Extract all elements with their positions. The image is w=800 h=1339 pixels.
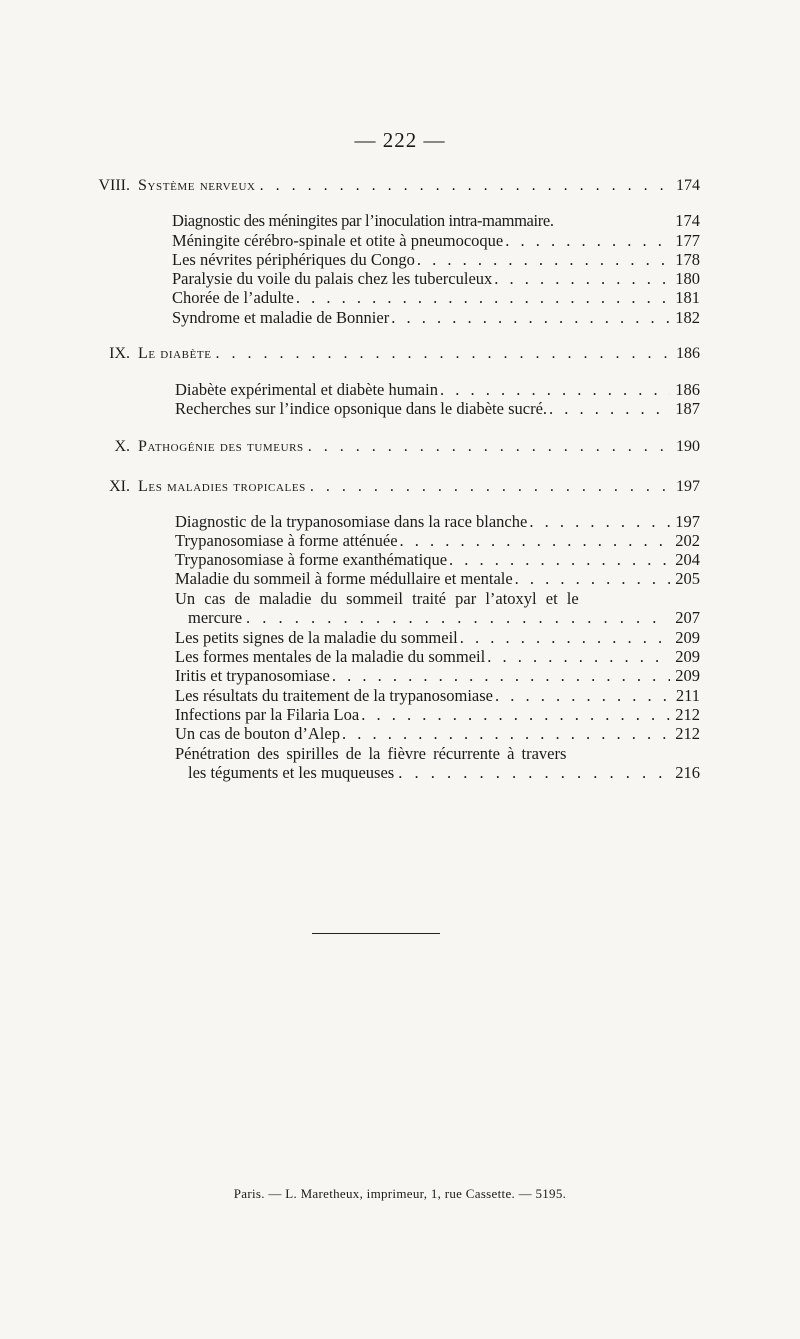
entry-title-continued: les téguments et les muqueuses: [188, 763, 395, 782]
closing-rule: [312, 933, 440, 934]
leader-dots: [361, 705, 670, 724]
toc-entry: [172, 288, 700, 307]
leader-dots: [391, 308, 670, 327]
entry-title: Pénétration des spirilles de la fièvre récurrente à travers: [175, 744, 567, 763]
section-number: XI.: [109, 478, 130, 495]
toc-entry: [175, 399, 700, 418]
entry-title: Infections par la Filaria Loa: [175, 705, 360, 724]
toc-entry: [172, 308, 700, 327]
leader-dots: [495, 686, 670, 705]
entry-title: Les petits signes de la maladie du sommeil: [175, 628, 458, 647]
section-number: X.: [114, 438, 130, 455]
entry-title: Les résultats du traitement de la trypanosomiase: [175, 686, 493, 705]
toc-entry: [175, 647, 700, 666]
entry-page: 207: [675, 608, 700, 627]
toc-section-xi: [70, 478, 700, 500]
leader-dots: [505, 231, 670, 250]
leader-dots: [332, 666, 670, 685]
entry-title-continued: mercure: [188, 608, 243, 627]
leader-dots: [494, 269, 670, 288]
entry-title: Recherches sur l’indice opsonique dans le diabète sucré.: [175, 399, 548, 418]
leader-dots: [529, 512, 670, 531]
entry-title: Diagnostic de la trypanosomiase dans la race blanche: [175, 512, 528, 531]
leader-dots: [398, 763, 668, 782]
section-title: Le diabète: [138, 345, 212, 362]
leader-dots: [246, 608, 668, 627]
toc-entry: [175, 705, 700, 724]
entry-title: Chorée de l’adulte: [172, 288, 294, 307]
entry-page: 205: [675, 569, 700, 588]
leader-dots: [216, 345, 668, 363]
entry-title: Diagnostic des méningites par l’inoculation intra-mammaire.: [172, 211, 554, 230]
section-title: Système nerveux: [138, 177, 256, 194]
toc-entry: [175, 550, 700, 569]
section-page: 197: [676, 478, 700, 495]
leader-dots: [310, 478, 668, 496]
leader-dots: [296, 288, 670, 307]
toc-entry: [175, 569, 700, 588]
leader-dots: [549, 399, 670, 418]
leader-dots: [260, 177, 668, 195]
entry-title: Un cas de bouton d’Alep: [175, 724, 340, 743]
toc-entry-continuation: [188, 608, 700, 627]
entry-page: 186: [675, 380, 700, 399]
entry-page: 178: [675, 250, 700, 269]
toc-entry: [175, 512, 700, 531]
toc-section-x: [70, 438, 700, 460]
leader-dots: [440, 380, 670, 399]
leader-dots: [487, 647, 670, 666]
section-number: IX.: [109, 345, 130, 362]
entry-page: 177: [675, 231, 700, 250]
toc-entry-multiline: [175, 744, 685, 763]
entry-title: Méningite cérébro-spinale et otite à pneumocoque: [172, 231, 504, 250]
entry-title: Trypanosomiase à forme exanthématique: [175, 550, 448, 569]
entry-page: 197: [675, 512, 700, 531]
toc-entry: [172, 231, 700, 250]
leader-dots: [449, 550, 670, 569]
leader-dots: [400, 531, 670, 550]
toc-entry: [175, 531, 700, 550]
entry-page: 187: [675, 399, 700, 418]
leader-dots: [460, 628, 670, 647]
toc-entry-continuation: [188, 763, 700, 782]
toc-entry: [175, 666, 700, 685]
entry-page: 212: [675, 705, 700, 724]
toc-entry: [172, 211, 700, 230]
entry-page: 216: [675, 763, 700, 782]
entry-title: Maladie du sommeil à forme médullaire et mentale: [175, 569, 513, 588]
entry-page: 211: [675, 686, 700, 705]
entry-page: 209: [675, 647, 700, 666]
toc-entry: [175, 628, 700, 647]
toc-entry: [175, 380, 700, 399]
entry-title: Les névrites périphériques du Congo: [172, 250, 415, 269]
section-number: VIII.: [98, 177, 130, 194]
entry-page: 209: [675, 628, 700, 647]
leader-dots: [342, 724, 670, 743]
entry-page: 204: [675, 550, 700, 569]
entry-page: 181: [675, 288, 700, 307]
toc-entry-multiline: [175, 589, 680, 608]
entry-title: Les formes mentales de la maladie du sommeil: [175, 647, 486, 666]
entry-title: Paralysie du voile du palais chez les tuberculeux: [172, 269, 493, 288]
toc-section-ix: [70, 345, 700, 367]
leader-dots: [515, 569, 670, 588]
section-page: 186: [676, 345, 700, 362]
entry-title: Iritis et trypanosomiase: [175, 666, 330, 685]
entry-page: 212: [675, 724, 700, 743]
section-title: Les maladies tropicales: [138, 478, 306, 495]
entry-title: Diabète expérimental et diabète humain: [175, 380, 438, 399]
entry-page: 209: [675, 666, 700, 685]
section-page: 190: [676, 438, 700, 455]
toc-entry: [175, 724, 700, 743]
toc-section-viii: [70, 177, 700, 199]
entry-page: 174: [675, 211, 700, 230]
section-page: 174: [676, 177, 700, 194]
entry-title: Syndrome et maladie de Bonnier: [172, 308, 390, 327]
printer-imprint: Paris. — L. Maretheux, imprimeur, 1, rue Cassette. — 5195.: [233, 1186, 567, 1201]
section-title: Pathogénie des tumeurs: [138, 438, 304, 455]
entry-page: 182: [675, 308, 700, 327]
toc-entry: [175, 686, 700, 705]
entry-page: 180: [675, 269, 700, 288]
toc-entry: [172, 269, 700, 288]
entry-title: Trypanosomiase à forme atténuée: [175, 531, 398, 550]
leader-dots: [308, 438, 668, 456]
page-folio: — 222 —: [354, 128, 446, 152]
entry-page: 202: [675, 531, 700, 550]
entry-title: Un cas de maladie du sommeil traité par l’atoxyl et le: [175, 589, 579, 608]
toc-entry: [172, 250, 700, 269]
leader-dots: [417, 250, 670, 269]
